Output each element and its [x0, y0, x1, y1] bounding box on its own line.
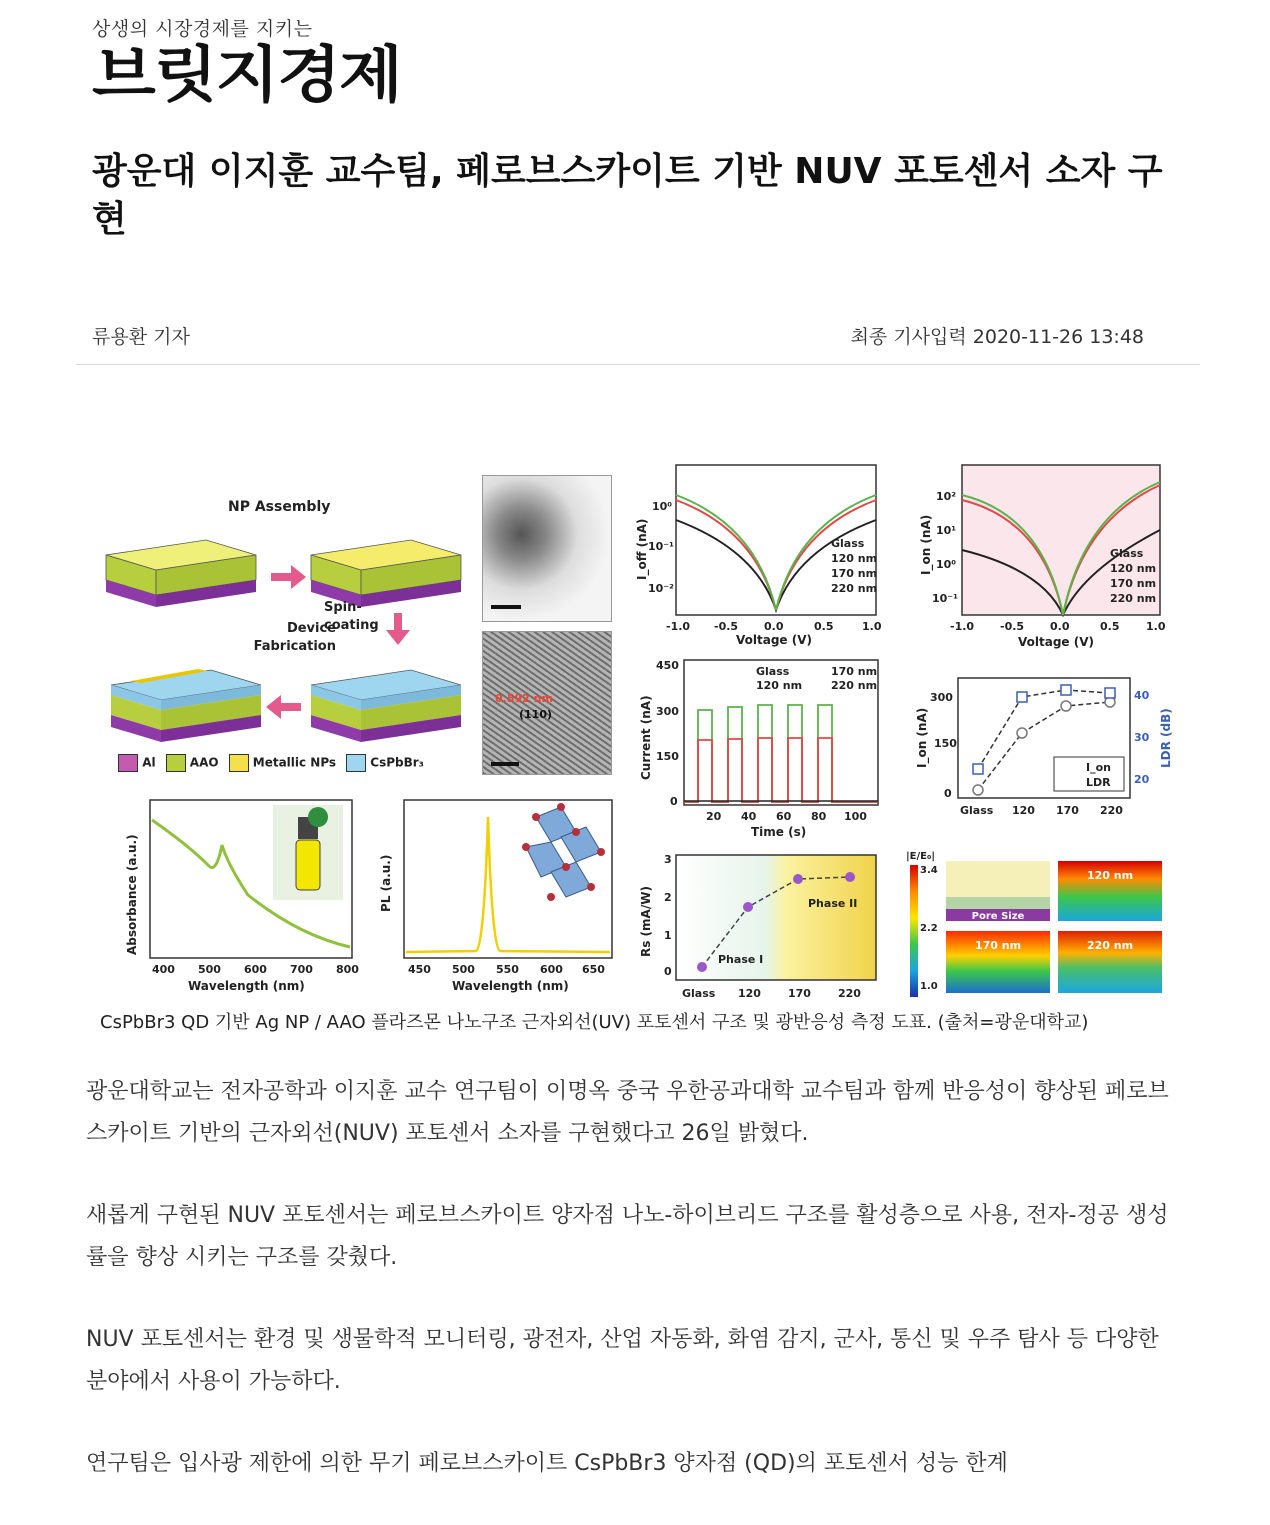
- x-tick: 0.5: [814, 620, 834, 633]
- article-body: [86, 1071, 1186, 1525]
- x-tick: 600: [244, 963, 267, 976]
- y-tick: 10²: [936, 490, 957, 503]
- y-axis-label: Rs (mA/W): [639, 886, 653, 957]
- x-tick: -1.0: [950, 620, 975, 633]
- legend-120: 120 nm: [831, 552, 878, 565]
- schematic-legend: [118, 754, 424, 772]
- legend-item: [166, 754, 219, 772]
- x-tick: 600: [540, 963, 563, 976]
- legend-ldr: LDR: [1086, 776, 1111, 789]
- y-tick: 10¹: [936, 524, 957, 537]
- x-tick: 0.0: [1050, 620, 1070, 633]
- x-tick: 100: [844, 810, 867, 823]
- y2-tick: 40: [1134, 689, 1150, 702]
- phase-1-label: Phase I: [718, 953, 764, 966]
- y-axis-label: I_on (nA): [919, 514, 933, 575]
- x-tick: 20: [706, 810, 722, 823]
- site-logo[interactable]: 브릿지경제: [92, 39, 401, 111]
- field-map-pore: Pore Size: [946, 861, 1050, 921]
- y-tick: 1: [664, 929, 672, 942]
- x-tick: Glass: [682, 987, 716, 1000]
- y-tick: 10⁻¹: [932, 592, 958, 605]
- article-paragraph: NUV 포토센서는 환경 및 생물학적 모니터링, 광전자, 산업 자동화, 화염 감지, 군사, 통신 및 우주 탐사 등 다양한 분야에서 사용이 가능하다.: [86, 1327, 1159, 1394]
- schematic-step-fabrication: Device Fabrication: [253, 621, 336, 654]
- legend-glass: Glass: [1110, 547, 1144, 560]
- field-map-120: 120 nm: [1058, 861, 1162, 921]
- legend-item: [118, 754, 156, 772]
- article-figure: [96, 455, 1181, 1003]
- y-tick: 0: [670, 795, 678, 808]
- legend-220: 220 nm: [1110, 592, 1157, 605]
- x-tick: 500: [198, 963, 221, 976]
- legend-label: CsPbBr₃: [370, 755, 424, 770]
- x-tick: 400: [152, 963, 175, 976]
- legend-swatch: [166, 754, 186, 772]
- tem-image-bottom: [482, 631, 612, 775]
- ioff-chart: [636, 460, 896, 650]
- x-tick: 0.5: [1100, 620, 1120, 633]
- y2-axis-label: LDR (dB): [1159, 708, 1173, 768]
- field-map-220: 220 nm: [1058, 931, 1162, 993]
- schematic-step-spincoat: Spin-coating: [324, 600, 379, 633]
- y-tick: 10⁻²: [648, 582, 674, 595]
- legend-120: 120 nm: [756, 679, 803, 692]
- x-tick: 500: [452, 963, 475, 976]
- y-tick: 2: [664, 891, 672, 904]
- x-tick: 1.0: [1146, 620, 1166, 633]
- y-axis-label: Absorbance (a.u.): [125, 834, 139, 955]
- legend-item: [229, 754, 337, 772]
- publish-date: 최종 기사입력 2020-11-26 13:48: [850, 326, 1144, 348]
- x-tick: 220: [838, 987, 861, 1000]
- y-tick: 3: [664, 853, 672, 866]
- x-axis-label: Voltage (V): [1018, 635, 1094, 649]
- y-tick: 300: [930, 691, 953, 704]
- x-tick: 220: [1100, 804, 1123, 817]
- y-axis-label: I_on (nA): [915, 707, 929, 768]
- article-paragraph: 광운대학교는 전자공학과 이지훈 교수 연구팀이 이명옥 중국 우한공과대학 교수팀과 함께 반응성이 향상된 페로브스카이트 기반의 근자외선(NUV) 포토센서 소자를 구현했다고 26일 밝혔다.: [86, 1079, 1169, 1146]
- y-tick: 0: [944, 787, 952, 800]
- legend-item: [346, 754, 424, 772]
- rs-chart: [636, 847, 898, 1003]
- legend-glass: Glass: [756, 665, 790, 678]
- y-tick: 0: [664, 965, 672, 978]
- x-tick: -1.0: [666, 620, 691, 633]
- x-tick: 170: [1056, 804, 1079, 817]
- ldr-chart: [915, 673, 1180, 833]
- y-axis-label: Current (nA): [639, 695, 653, 780]
- masthead: [92, 14, 401, 111]
- absorbance-chart: [118, 795, 368, 1000]
- current-chart: [636, 655, 896, 845]
- legend-swatch: [118, 754, 138, 772]
- tem-image-top: [482, 475, 612, 622]
- field-scale-mid: 2.2: [920, 923, 938, 934]
- legend-label: AAO: [189, 755, 219, 770]
- y-tick: 150: [934, 737, 957, 750]
- author-name[interactable]: 류용환 기자: [92, 326, 190, 348]
- x-tick: 80: [811, 810, 827, 823]
- y-tick: 150: [656, 750, 679, 763]
- x-tick: 550: [496, 963, 519, 976]
- y2-tick: 30: [1134, 731, 1150, 744]
- header-divider: [76, 364, 1200, 365]
- y-tick: 10⁰: [652, 500, 673, 513]
- y-tick: 450: [656, 659, 679, 672]
- y-axis-label: PL (a.u.): [379, 854, 393, 912]
- article-paragraph: 새롭게 구현된 NUV 포토센서는 페로브스카이트 양자점 나노-하이브리드 구조를 활성층으로 사용, 전자-정공 생성률을 향상 시키는 구조를 갖췄다.: [86, 1203, 1169, 1270]
- pl-chart: [376, 797, 626, 1002]
- scale-bar: [491, 762, 519, 766]
- x-tick: 170: [788, 987, 811, 1000]
- x-tick: 60: [776, 810, 792, 823]
- x-tick: 120: [1012, 804, 1035, 817]
- legend-220: 220 nm: [831, 679, 878, 692]
- article-paragraph: 연구팀은 입사광 제한에 의한 무기 페로브스카이트 CsPbBr3 양자점 (QD)의 포토센서 성능 한계: [86, 1451, 1008, 1476]
- x-tick: -0.5: [714, 620, 739, 633]
- legend-label: Al: [142, 755, 156, 770]
- legend-ion: I_on: [1086, 761, 1111, 774]
- lattice-plane-label: (110): [519, 708, 553, 721]
- field-scale-label: |E/E₀|: [906, 851, 935, 862]
- x-tick: 650: [582, 963, 605, 976]
- legend-170: 170 nm: [831, 665, 878, 678]
- x-axis-label: Wavelength (nm): [452, 979, 569, 993]
- x-tick: 450: [408, 963, 431, 976]
- y-axis-label: I_off (nA): [635, 518, 649, 580]
- legend-swatch: [229, 754, 249, 772]
- figure-caption: CsPbBr3 QD 기반 Ag NP / AAO 플라즈몬 나노구조 근자외선(UV) 포토센서 구조 및 광반응성 측정 도표. (출처=광운대학교): [100, 1012, 1089, 1033]
- x-axis-label: Voltage (V): [736, 633, 812, 647]
- article-headline: 광운대 이지훈 교수팀, 페로브스카이트 기반 NUV 포토센서 소자 구현: [92, 151, 1163, 240]
- field-map-170: 170 nm: [946, 931, 1050, 993]
- x-tick: 0.0: [764, 620, 784, 633]
- schematic-step-assembly: NP Assembly: [228, 499, 331, 515]
- y-tick: 10⁻¹: [648, 540, 674, 553]
- field-colorbar: [910, 865, 918, 997]
- legend-glass: Glass: [831, 537, 865, 550]
- masthead-tagline: 상생의 시장경제를 지키는: [92, 18, 313, 40]
- x-tick: 40: [741, 810, 757, 823]
- field-scale-max: 3.4: [920, 865, 938, 876]
- y-tick: 10⁰: [936, 558, 957, 571]
- legend-label: Metallic NPs: [252, 755, 337, 770]
- x-tick: 700: [290, 963, 313, 976]
- lattice-spacing-label: 0.592 nm: [495, 692, 553, 705]
- x-tick: 120: [738, 987, 761, 1000]
- legend-170: 170 nm: [1110, 577, 1157, 590]
- field-map-panel: [906, 851, 1181, 1001]
- field-scale-min: 1.0: [920, 981, 938, 992]
- x-tick: Glass: [960, 804, 994, 817]
- y2-tick: 20: [1134, 773, 1150, 786]
- ion-chart: [918, 460, 1180, 650]
- byline: [92, 322, 1144, 349]
- scale-bar: [491, 605, 521, 609]
- legend-120: 120 nm: [1110, 562, 1157, 575]
- legend-220: 220 nm: [831, 582, 878, 595]
- y-tick: 300: [656, 705, 679, 718]
- legend-swatch: [346, 754, 366, 772]
- phase-2-label: Phase II: [808, 897, 858, 910]
- x-axis-label: Wavelength (nm): [188, 979, 305, 993]
- x-tick: 800: [336, 963, 359, 976]
- x-axis-label: Time (s): [751, 825, 807, 839]
- x-tick: -0.5: [1000, 620, 1025, 633]
- legend-170: 170 nm: [831, 567, 878, 580]
- x-tick: 1.0: [862, 620, 882, 633]
